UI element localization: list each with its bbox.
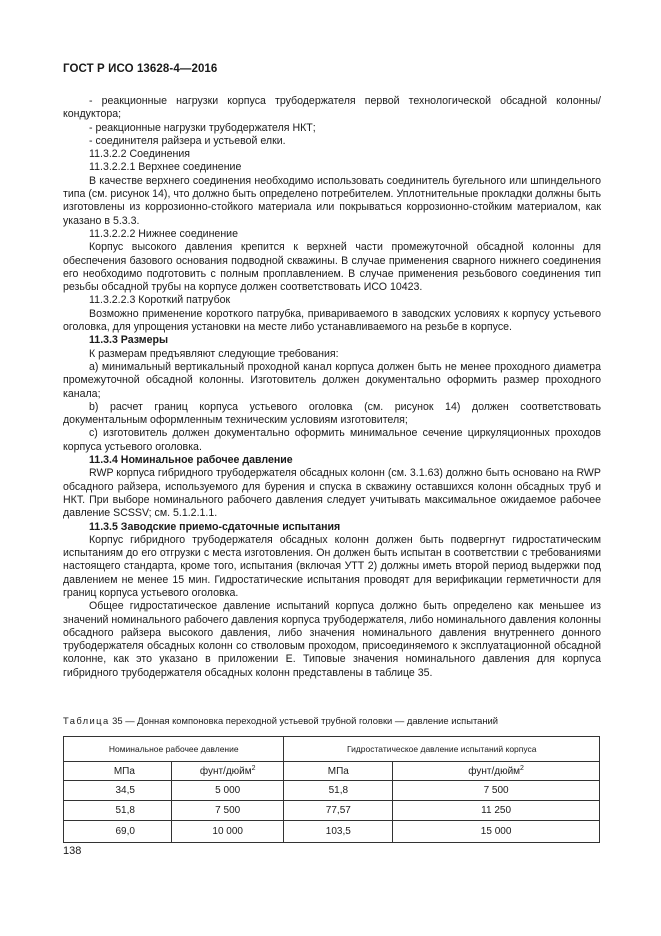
section-heading: 11.3.2.2.1 Верхнее соединение [89,161,242,174]
table-cell: 5 000 [171,781,284,801]
unit-psi-text: фунт/дюйм [199,765,252,777]
unit-psi [393,762,600,781]
paragraph: Корпус гибридного трубодержателя обсадных колонн должен быть подвергнут гидростатическим испытаниям до его отгрузки с места изготовления. Он должен быть испытан в соответствии с требованиями настоящего стандарта, кроме того, испытания (включая УТТ 2) должны иметь второй период выдержки под давлением не менее 15 мин. Гидростатические испытания проводят для верификации герметичности для границ корпуса устьевого оголовка. [63,533,601,599]
table-caption [63,715,601,726]
paragraph: - реакционные нагрузки трубодержателя НКТ; [89,121,316,134]
list-item: а) минимальный вертикальный проходной канал корпуса должен быть не менее проходного диаметра промежуточной обсадной колонны. Изготовитель должен документально оформить размер проходного канала; [63,360,601,400]
table-cell: 15 000 [393,821,600,843]
unit-psi [171,762,284,781]
table-cell: 7 500 [393,781,600,801]
table-caption-label: Таблица [63,715,110,726]
unit-psi-exponent: 2 [520,764,524,772]
paragraph: В качестве верхнего соединения необходимо использовать соединитель бугельного или шпиндельного типа (см. рисунок 14), что должно быть определено потребителем. Уплотнительные прокладки должны быть изготовлены из коррозионно-стойкого материала или покрываться коррозионно-стойким материалом, как указано в 5.3.3. [63,174,601,227]
document-header: ГОСТ Р ИСО 13628-4—2016 [63,63,218,75]
group-header-test-pressure: Гидростатическое давление испытаний корпуса [284,737,600,762]
pressure-table [63,736,600,843]
page-number: 138 [63,845,82,857]
list-item: с) изготовитель должен документально оформить минимальное сечение циркуляционных проходов корпуса устьевого оголовка. [63,427,601,453]
table-cell: 34,5 [64,781,172,801]
table-unit-row [64,762,600,781]
table-row [64,801,600,821]
table-cell: 69,0 [64,821,172,843]
section-heading: 11.3.2.2 Соединения [89,148,190,161]
unit-mpa: МПа [64,762,172,781]
group-header-rated-pressure: Номинальное рабочее давление [64,737,284,762]
section-heading-bold: 11.3.3 Размеры [89,334,169,347]
paragraph: - соединителя райзера и устьевой елки. [89,134,286,147]
paragraph: Возможно применение короткого патрубка, привариваемого в заводских условиях к корпусу устьевого оголовка, для упрощения установки на месте либо устанавливаемого на резьбе в корпусе. [63,307,601,334]
section-heading-bold: 11.3.4 Номинальное рабочее давление [89,454,293,467]
paragraph: Общее гидростатическое давление испытаний корпуса должно быть определено как меньшее из значений номинального рабочего давления корпуса трубодержателя, либо номинального давления колонны обсадного райзера высокого давления, либо значения номинального давления внутреннего донного трубодержателя обсадных колонн со стволовым проходом, присоединяемого к эксплуатационной обсадной колонне, как это указано в приложении Е. Типовые значения номинального давления для корпуса гибридного трубодержателя обсадных колонн представлены в таблице 35. [63,600,601,679]
table-cell: 11 250 [393,801,600,821]
table-cell: 77,57 [284,801,393,821]
paragraph: К размерам предъявляют следующие требования: [89,347,339,360]
section-heading-bold: 11.3.5 Заводские приемо-сдаточные испытания [89,520,341,533]
table-cell: 51,8 [284,781,393,801]
unit-mpa: МПа [284,762,393,781]
paragraph: - реакционные нагрузки корпуса трубодержателя первой технологической обсадной колонны/кондуктора; [63,95,601,121]
table-group-header-row [64,737,600,762]
paragraph: RWP корпуса гибридного трубодержателя обсадных колонн (см. 3.1.63) должно быть основано на RWP обсадного райзера, используемого для бурения и спуска в скважину оставшихся колонн обсадных труб и НКТ. При выборе номинального рабочего давления следует учитывать максимальное ожидаемое рабочее давление SCSSV; см. 5.1.2.1.1. [63,467,601,520]
unit-psi-exponent: 2 [251,764,256,772]
section-heading: 11.3.2.2.2 Нижнее соединение [89,227,238,240]
table-caption-text: 35 — Донная компоновка переходной устьевой трубной головки — давление испытаний [112,715,499,726]
table-cell: 103,5 [284,821,393,843]
body-text [63,95,601,680]
table-cell: 51,8 [64,801,172,821]
unit-psi-text: фунт/дюйм [468,765,521,777]
table-row [64,821,600,843]
table-row [64,781,600,801]
table-cell: 7 500 [171,801,284,821]
section-heading: 11.3.2.2.3 Короткий патрубок [89,294,231,307]
paragraph: Корпус высокого давления крепится к верхней части промежуточной обсадной колонны для обеспечения базового основания подводной скважины. В случае применения сварного нижнего соединения его необходимо подготовить с полным проплавлением. В случае применения резьбового соединения тип резьбы обсадной трубы на корпусе должен соответствовать ИСО 10423. [63,241,601,294]
list-item: b) расчет границ корпуса устьевого оголовка (см. рисунок 14) должен соответствовать документальным оформленным техническим условиям изготовителя; [63,400,601,427]
table-cell: 10 000 [171,821,284,843]
